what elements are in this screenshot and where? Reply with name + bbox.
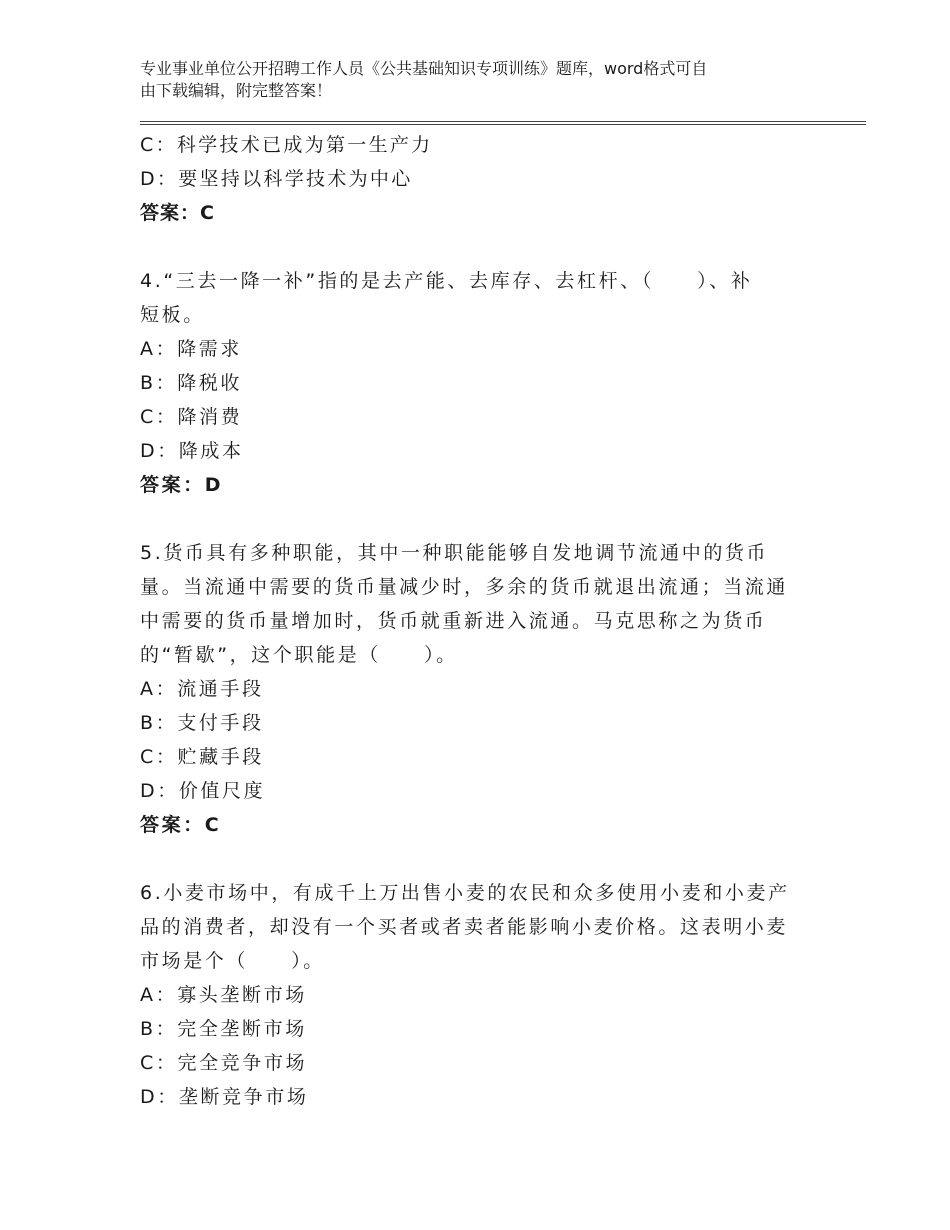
answer: 答案：C — [140, 202, 215, 224]
header-line: 专业事业单位公开招聘工作人员《公共基础知识专项训练》题库，word格式可自 — [140, 59, 708, 78]
header-divider — [140, 121, 866, 122]
page-header — [140, 58, 820, 102]
option-c: C：完全竞争市场 — [140, 1052, 308, 1074]
question-6 — [140, 876, 820, 1114]
question-text: 6.小麦市场中，有成千上万出售小麦的农民和众多使用小麦和小麦产 — [140, 882, 790, 904]
option-c: C：降消费 — [140, 406, 243, 428]
header-line: 由下载编辑，附完整答案！ — [140, 81, 333, 100]
header-divider — [140, 124, 866, 125]
option-b: B：降税收 — [140, 372, 243, 394]
answer: 答案：D — [140, 474, 224, 496]
option-b: B：完全垄断市场 — [140, 1018, 307, 1040]
question-list — [140, 128, 820, 1114]
question-text: 的“暂歇”，这个职能是（ ）。 — [140, 644, 458, 666]
question-text: 5.货币具有多种职能，其中一种职能能够自发地调节流通中的货币 — [140, 542, 769, 564]
option-b: B：支付手段 — [140, 712, 264, 734]
option-d: D：价值尺度 — [140, 780, 266, 802]
option-c: C：贮藏手段 — [140, 746, 264, 768]
option-a: A：流通手段 — [140, 678, 264, 700]
question-text: 量。当流通中需要的货币量减少时，多余的货币就退出流通；当流通 — [140, 576, 789, 598]
option-d: D：垄断竞争市场 — [140, 1086, 309, 1108]
question-text: 品的消费者，却没有一个买者或者卖者能影响小麦价格。这表明小麦 — [140, 916, 789, 938]
option-a: A：寡头垄断市场 — [140, 984, 307, 1006]
option-a: A：降需求 — [140, 338, 242, 360]
option-d: D：要坚持以科学技术为中心 — [140, 168, 413, 190]
question-3-continuation — [140, 128, 820, 230]
question-text: 4.“三去一降一补”指的是去产能、去库存、去杠杆、（ ）、补 — [140, 270, 753, 292]
question-text: 市场是个（ ）。 — [140, 950, 325, 972]
question-4 — [140, 264, 820, 502]
question-text: 短板。 — [140, 304, 205, 326]
option-c: C：科学技术已成为第一生产力 — [140, 134, 433, 156]
question-5 — [140, 536, 820, 842]
answer: 答案：C — [140, 814, 222, 836]
question-text: 中需要的货币量增加时，货币就重新进入流通。马克思称之为货币 — [140, 610, 767, 632]
option-d: D：降成本 — [140, 440, 244, 462]
